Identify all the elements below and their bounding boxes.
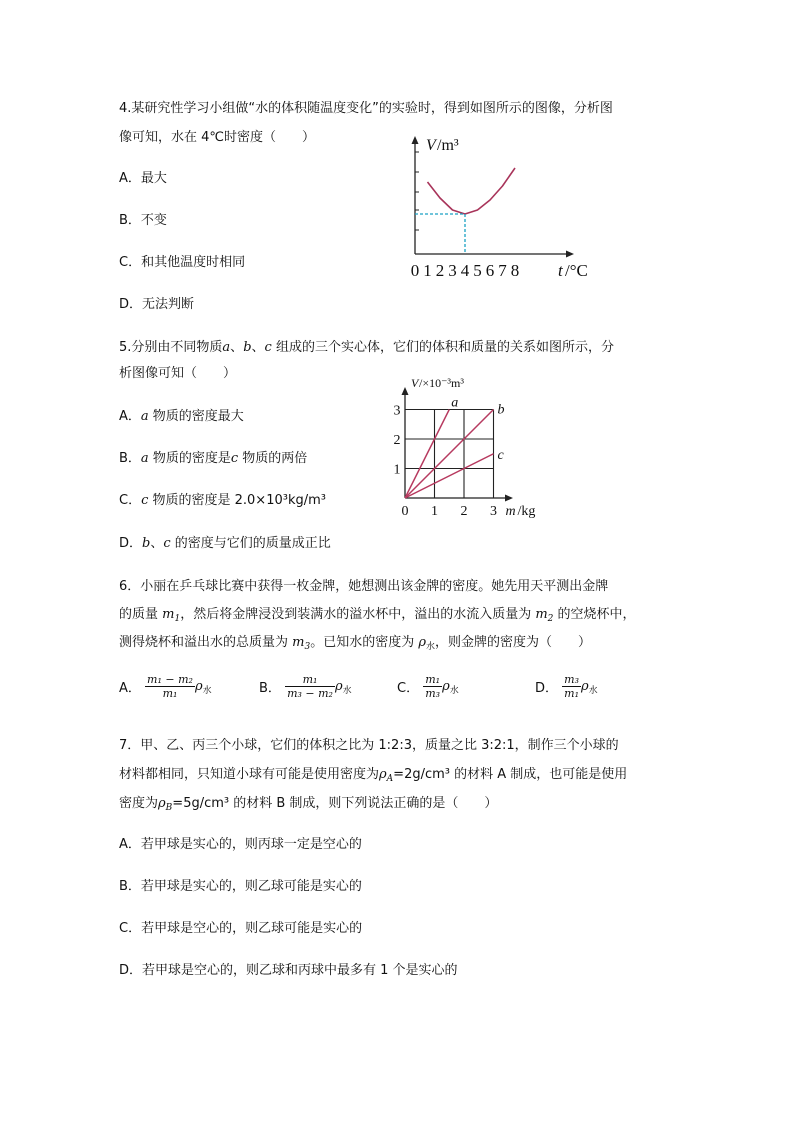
q5-stem-line2: 析图像可知（ ） — [119, 366, 237, 381]
x-tick-label: 4 — [460, 261, 470, 280]
q6-opt-c-den: m₃ — [425, 687, 441, 700]
q5-sep1: 、 — [230, 340, 244, 355]
q6-line3-post: ，则金牌的密度为（ ） — [435, 635, 592, 650]
q6-opt-d-rho: ρ — [581, 679, 589, 694]
q5-option-b — [119, 447, 307, 466]
series-line-a — [405, 410, 449, 499]
q6-line2-mid: ，然后将金牌浸没到装满水的溢水杯中，溢出的水流入质量为 — [180, 607, 536, 622]
q5-option-a — [119, 405, 244, 424]
q7-option-d: D．若甲球是空心的，则乙球和丙球中最多有 1 个是实心的 — [119, 963, 458, 978]
q5-opt-c-label: C． — [119, 493, 142, 508]
q6-option-b — [259, 673, 352, 700]
q6-m2-sub: 2 — [547, 614, 554, 624]
q5-opt-d-label: D． — [119, 536, 143, 551]
q6-option-a — [119, 673, 212, 700]
q5-opt-b-var-a: a — [140, 451, 149, 466]
q5-stem-line1 — [119, 336, 614, 355]
q7-rho-b-sub: B — [165, 803, 173, 813]
q6-rho: ρ — [418, 635, 426, 650]
y-axis-arrow — [402, 387, 409, 395]
q6-line3-mid: 。已知水的密度为 — [310, 635, 419, 650]
q6-option-c — [397, 673, 459, 700]
q6-opt-b-water: 水 — [342, 686, 352, 696]
q7-line2-post: =2g/cm³ 的材料 A 制成，也可能是使用 — [393, 767, 628, 782]
y-tick-label: 1 — [393, 462, 401, 478]
q5-opt-a-var: a — [140, 409, 149, 424]
x-axis-label-t: t — [558, 261, 563, 280]
q5-var-c: c — [264, 340, 272, 355]
q7-rho-a-sub: A — [386, 774, 394, 784]
q4-stem-line1: 4.某研究性学习小组做“水的体积随温度变化”的实验时，得到如图所示的图像，分析图 — [119, 101, 613, 116]
q5-stem-post: 组成的三个实心体，它们的体积和质量的关系如图所示，分 — [271, 340, 614, 355]
q6-opt-b-den: m₃ − m₂ — [287, 687, 333, 700]
x-tick-label: 3 — [490, 504, 497, 519]
q7-line3-post: =5g/cm³ 的材料 B 制成，则下列说法正确的是（ ） — [172, 796, 498, 811]
q6-line2-post: 的空烧杯中， — [553, 607, 636, 622]
q4-option-c: C．和其他温度时相同 — [119, 255, 246, 270]
x-tick-label: 3 — [448, 261, 457, 280]
q6-m2: m — [535, 607, 548, 622]
q5-var-a: a — [222, 340, 231, 355]
q5-var-b: b — [243, 340, 252, 355]
q5-opt-a-text: 物质的密度最大 — [148, 409, 244, 424]
q6-opt-b-label: B． — [259, 681, 281, 696]
q5-sep2: 、 — [251, 340, 265, 355]
x-tick-label: 8 — [510, 261, 520, 280]
q6-line1: 6．小丽在乒乓球比赛中获得一枚金牌，她想测出该金牌的密度。她先用天平测出金牌 — [119, 579, 609, 594]
q5-stem-pre: 5.分别由不同物质 — [119, 340, 223, 355]
q7-option-c: C．若甲球是空心的，则乙球可能是实心的 — [119, 921, 363, 936]
q6-opt-b-rho: ρ — [334, 679, 343, 694]
q4-option-b: B．不变 — [119, 213, 167, 228]
series-line-b — [405, 410, 494, 499]
q5-opt-c-var: c — [141, 493, 149, 508]
x-axis-label-m: m — [505, 504, 516, 519]
q6-opt-c-fraction — [423, 673, 442, 700]
q5-opt-b-mid: 物质的密度是 — [148, 451, 231, 466]
q6-opt-b-num: m₁ — [285, 673, 335, 687]
x-axis-arrow — [566, 251, 574, 258]
series-label-a: a — [451, 395, 459, 411]
q6-m3: m — [292, 635, 305, 650]
y-axis-label-unit: /×10⁻³m³ — [419, 376, 464, 390]
q5-opt-c-text: 物质的密度是 2.0×10³kg/m³ — [148, 493, 326, 508]
q6-opt-c-label: C． — [397, 681, 420, 696]
y-axis-label-v: V — [426, 137, 436, 154]
q5-opt-b-text: 物质的两倍 — [238, 451, 308, 466]
q6-opt-b-fraction — [285, 673, 335, 700]
x-tick-label: 2 — [460, 504, 468, 519]
q6-opt-d-label: D． — [535, 681, 559, 696]
x-tick-label: 0 — [401, 504, 409, 519]
q6-opt-d-water: 水 — [588, 686, 598, 696]
q6-m1-sub: 1 — [174, 614, 181, 624]
q5-opt-d-text: 的密度与它们的质量成正比 — [170, 536, 331, 551]
y-tick-label: 2 — [393, 433, 401, 448]
q5-opt-d-var-c: c — [163, 536, 171, 551]
q6-line3-pre: 测得烧杯和溢出水的总质量为 — [119, 635, 293, 650]
q7-rho-b: ρ — [158, 796, 166, 811]
q6-line2 — [119, 603, 636, 624]
q6-opt-c-rho: ρ — [442, 679, 450, 694]
q7-rho-a: ρ — [379, 767, 387, 782]
q4-option-d: D．无法判断 — [119, 297, 195, 312]
q5-option-d — [119, 532, 331, 551]
q4-stem-line2: 像可知，水在 4℃时密度（ ） — [119, 130, 316, 145]
y-axis-label-v: V — [411, 376, 419, 390]
q7-option-b: B．若甲球是实心的，则乙球可能是实心的 — [119, 879, 362, 894]
x-tick-label: 1 — [423, 261, 432, 280]
q5-volume-mass-chart — [385, 374, 545, 524]
q6-opt-a-rho: ρ — [194, 679, 203, 694]
q6-m3-sub: 3 — [304, 642, 311, 652]
x-tick-label: 7 — [498, 261, 507, 280]
y-axis-label-unit: /m³ — [437, 137, 459, 154]
q6-option-d — [535, 673, 598, 700]
q5-opt-b-label: B． — [119, 451, 141, 466]
q7-line1: 7．甲、乙、丙三个小球，它们的体积之比为 1:2:3，质量之比 3:2:1，制作三个小球的 — [119, 738, 619, 753]
q6-opt-d-num: m₃ — [564, 673, 579, 686]
q6-opt-a-den: m₁ — [162, 687, 178, 700]
x-tick-label: 6 — [485, 261, 495, 280]
q5-opt-d-var-b: b — [142, 536, 151, 551]
q6-opt-d-den: m₁ — [564, 687, 579, 700]
q6-opt-c-num: m₁ — [425, 673, 441, 686]
q4-option-a: A．最大 — [119, 171, 167, 186]
y-axis-arrow — [412, 136, 419, 144]
q5-opt-a-label: A． — [119, 409, 141, 424]
q6-opt-a-water: 水 — [202, 686, 212, 696]
q7-line2 — [119, 763, 627, 784]
q4-volume-temperature-chart — [400, 130, 600, 282]
x-tick-label: 2 — [435, 261, 445, 280]
q6-rho-water: 水 — [426, 642, 436, 652]
y-tick-label: 3 — [393, 403, 401, 419]
q7-option-a: A．若甲球是实心的，则丙球一定是空心的 — [119, 837, 362, 852]
q7-line2-pre: 材料都相同，只知道小球有可能是使用密度为 — [119, 767, 380, 782]
q7-line3 — [119, 792, 497, 813]
x-tick-label: 5 — [473, 261, 482, 280]
series-label-c: c — [497, 447, 504, 463]
q6-opt-a-num: m₁ − m₂ — [147, 673, 193, 686]
x-axis-arrow — [505, 495, 513, 502]
series-line-c — [405, 454, 494, 498]
q6-opt-c-water: 水 — [449, 686, 459, 696]
q6-line2-pre: 的质量 — [119, 607, 163, 622]
x-tick-label: 1 — [431, 504, 438, 519]
x-axis-label-unit: /°C — [565, 261, 588, 280]
q6-line3 — [119, 631, 591, 652]
q5-opt-d-sep: 、 — [150, 536, 164, 551]
x-axis-label-unit: /kg — [517, 504, 536, 519]
q5-opt-b-var-c: c — [230, 451, 239, 466]
q5-option-c — [119, 489, 326, 508]
q6-opt-d-fraction — [562, 673, 581, 700]
v-curve — [428, 168, 516, 214]
q6-opt-a-label: A． — [119, 681, 141, 696]
q7-line3-pre: 密度为 — [119, 796, 159, 811]
q6-opt-a-fraction — [145, 673, 195, 700]
series-label-b: b — [497, 402, 505, 418]
x-tick-label: 0 — [410, 261, 420, 280]
q6-m1: m — [162, 607, 175, 622]
